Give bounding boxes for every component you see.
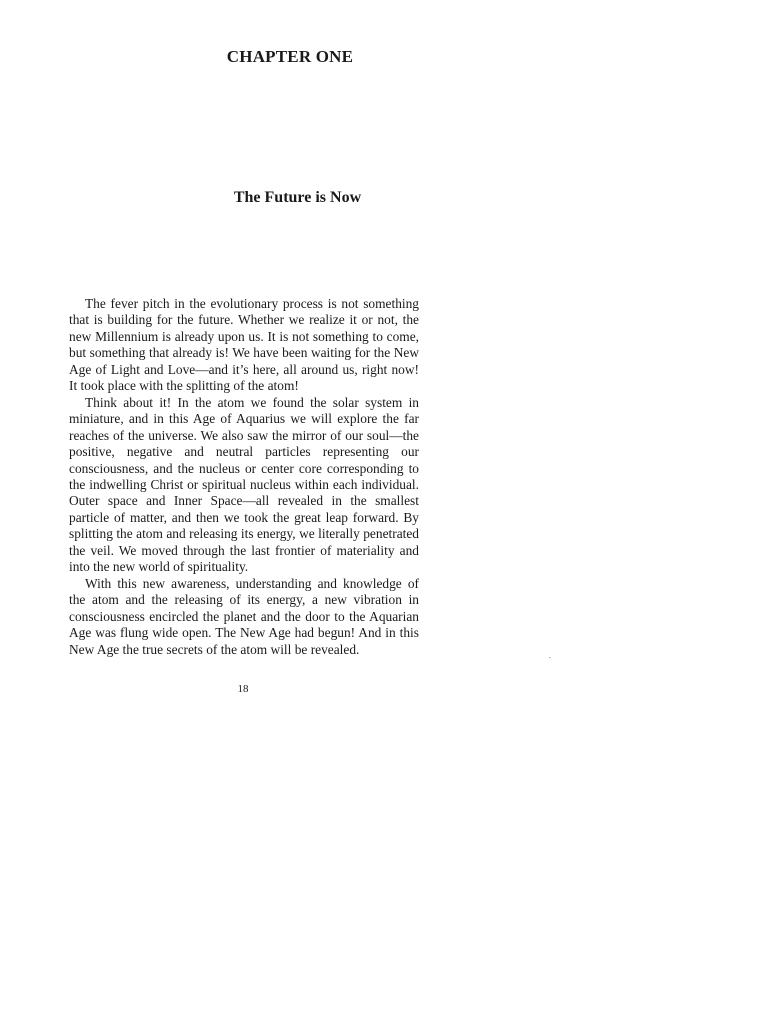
paragraph: With this new awareness, understanding and knowledge of the atom and the releasing of its energy, a new vibration in consciousness encircled the planet and the door to the Aquarian Age was flung wide open. The New Age had begun! And in this New Age the true secrets of the atom will be revealed. — [69, 575, 419, 657]
paragraph: The fever pitch in the evolutionary process is not something that is building for the future. Whether we realize it or not, the new Millennium is already upon us. It is not something to come, but something that already is! We have been waiting for the New Age of Light and Love—and it’s here, all around us, right now! It took place with the splitting of the atom! — [69, 296, 419, 394]
scan-speck — [549, 657, 551, 658]
chapter-title: The Future is Now — [233, 189, 362, 206]
chapter-label: CHAPTER ONE — [226, 47, 354, 66]
page-number: 18 — [237, 683, 249, 695]
body-text — [69, 296, 419, 658]
paragraph: Think about it! In the atom we found the solar system in miniature, and in this Age of Aquarius we will explore the far reaches of the universe. We also saw the mirror of our soul—the positive, negative and neutral particles representing our consciousness, and the nucleus or center core corresponding to the indwelling Christ or spiritual nucleus within each individual. Outer space and Inner Space—all revealed in the smallest particle of matter, and then we took the great leap forward. By splitting the atom and releasing its energy, we literally penetrated the veil. We moved through the last frontier of materiality and into the new world of spirituality. — [69, 394, 419, 575]
